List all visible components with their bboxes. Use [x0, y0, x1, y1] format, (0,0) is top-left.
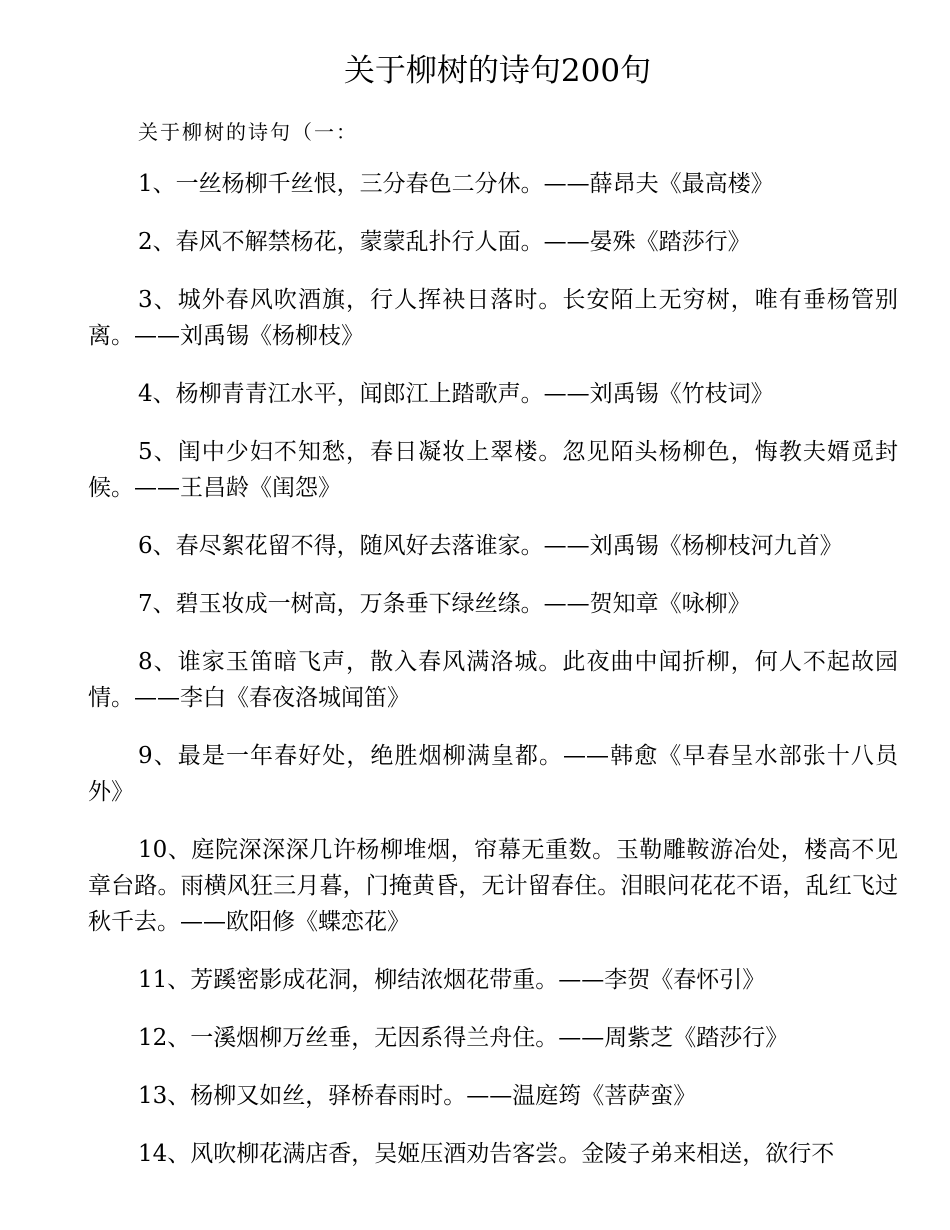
poem-item: 3、城外春风吹酒旗，行人挥袂日落时。长安陌上无穷树，唯有垂杨管别离。——刘禹锡《杨柳枝》 — [88, 287, 898, 349]
poem-item: 1、一丝杨柳千丝恨，三分春色二分休。——薛昂夫《最高楼》 — [138, 171, 774, 197]
poem-item: 12、一溪烟柳万丝垂，无因系得兰舟住。——周紫芝《踏莎行》 — [138, 1025, 789, 1051]
poem-item: 14、风吹柳花满店香，吴姬压酒劝告客尝。金陵子弟来相送，欲行不 — [138, 1141, 835, 1167]
poem-item: 10、庭院深深深几许杨柳堆烟，帘幕无重数。玉勒雕鞍游冶处，楼高不见章台路。雨横风狂三月暮，门掩黄昏，无计留春住。泪眼问花花不语，乱红飞过秋千去。——欧阳修《蝶恋花》 — [88, 837, 898, 935]
poem-item: 4、杨柳青青江水平，闻郎江上踏歌声。——刘禹锡《竹枝词》 — [138, 381, 774, 407]
poem-item: 13、杨柳又如丝，驿桥春雨时。——温庭筠《菩萨蛮》 — [138, 1083, 697, 1109]
poem-list — [88, 166, 898, 1194]
document-title: 关于柳树的诗句200句 — [343, 53, 652, 89]
poem-item: 9、最是一年春好处，绝胜烟柳满皇都。——韩愈《早春呈水部张十八员外》 — [88, 743, 898, 805]
poem-item: 7、碧玉妆成一树高，万条垂下绿丝绦。——贺知章《咏柳》 — [138, 591, 751, 617]
poem-item: 8、谁家玉笛暗飞声，散入春风满洛城。此夜曲中闻折柳，何人不起故园情。——李白《春夜洛城闻笛》 — [88, 649, 898, 711]
poem-item: 5、闺中少妇不知愁，春日凝妆上翠楼。忽见陌头杨柳色，悔教夫婿觅封候。——王昌龄《闺怨》 — [88, 439, 898, 501]
poem-item: 6、春尽絮花留不得，随风好去落谁家。——刘禹锡《杨柳枝河九首》 — [138, 533, 843, 559]
poem-item: 11、芳蹊密影成花洞，柳结浓烟花带重。——李贺《春怀引》 — [138, 967, 766, 993]
poem-item: 2、春风不解禁杨花，蒙蒙乱扑行人面。——晏殊《踏莎行》 — [138, 229, 751, 255]
section-heading: 关于柳树的诗句（一： — [138, 120, 358, 144]
